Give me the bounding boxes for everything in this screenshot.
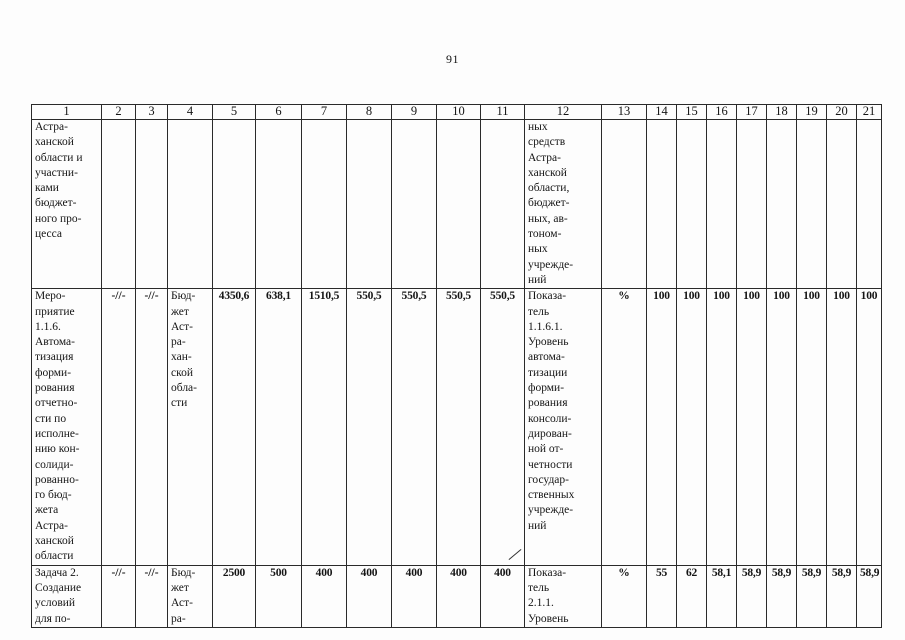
table-cell: 400 bbox=[437, 565, 481, 627]
table-cell: 1510,5 bbox=[302, 289, 347, 565]
table-cell: % bbox=[602, 289, 647, 565]
column-header: 10 bbox=[437, 105, 481, 120]
table-cell: Бюд- жет Аст- ра- хан- ской обла- сти bbox=[168, 289, 213, 565]
table-cell: 100 bbox=[707, 289, 737, 565]
column-header: 21 bbox=[857, 105, 882, 120]
table-cell bbox=[797, 120, 827, 289]
column-header: 18 bbox=[767, 105, 797, 120]
table-cell: 400 bbox=[302, 565, 347, 627]
table-cell: -//- bbox=[136, 565, 168, 627]
table-cell: 62 bbox=[677, 565, 707, 627]
column-header: 7 bbox=[302, 105, 347, 120]
column-header: 17 bbox=[737, 105, 767, 120]
table-cell bbox=[102, 120, 136, 289]
table-cell bbox=[213, 120, 256, 289]
table-cell: 100 bbox=[857, 289, 882, 565]
table-cell: 550,5 bbox=[481, 289, 525, 565]
column-header: 2 bbox=[102, 105, 136, 120]
table-cell: 2500 bbox=[213, 565, 256, 627]
column-header: 13 bbox=[602, 105, 647, 120]
table-cell bbox=[737, 120, 767, 289]
table-cell: -//- bbox=[102, 565, 136, 627]
table-cell: 100 bbox=[797, 289, 827, 565]
table-cell bbox=[347, 120, 392, 289]
table-cell: 500 bbox=[256, 565, 302, 627]
table-cell: 638,1 bbox=[256, 289, 302, 565]
table-cell: % bbox=[602, 565, 647, 627]
column-header: 15 bbox=[677, 105, 707, 120]
table-cell: 550,5 bbox=[392, 289, 437, 565]
table-cell bbox=[256, 120, 302, 289]
table-header-row bbox=[32, 105, 882, 120]
table-cell: Меро- приятие 1.1.6. Автома- тизация форми- рования отчетно- сти по исполне- нию кон- солиди- рованно- го бюд- жета Астра- ханской области bbox=[32, 289, 102, 565]
table-cell: 400 bbox=[481, 565, 525, 627]
table-cell: -//- bbox=[102, 289, 136, 565]
table-cell: 58,9 bbox=[767, 565, 797, 627]
table-cell bbox=[827, 120, 857, 289]
table-cell: 550,5 bbox=[347, 289, 392, 565]
table-cell: 100 bbox=[737, 289, 767, 565]
column-header: 14 bbox=[647, 105, 677, 120]
column-header: 19 bbox=[797, 105, 827, 120]
table-cell bbox=[437, 120, 481, 289]
page-number: 91 bbox=[446, 52, 459, 66]
column-header: 9 bbox=[392, 105, 437, 120]
column-header: 4 bbox=[168, 105, 213, 120]
table-cell bbox=[707, 120, 737, 289]
table-cell bbox=[602, 120, 647, 289]
table-cell bbox=[302, 120, 347, 289]
table-cell: 58,9 bbox=[827, 565, 857, 627]
table-cell: Показа- тель 1.1.6.1. Уровень автома- тизации форми- рования консоли- дирован- ной от- четности государ- ственных учрежде- ний bbox=[525, 289, 602, 565]
table-cell bbox=[168, 120, 213, 289]
table-cell bbox=[767, 120, 797, 289]
table-cell: 100 bbox=[647, 289, 677, 565]
column-header: 1 bbox=[32, 105, 102, 120]
table-cell: Показа- тель 2.1.1. Уровень bbox=[525, 565, 602, 627]
table-cell: 550,5 bbox=[437, 289, 481, 565]
table-cell: 58,9 bbox=[737, 565, 767, 627]
table-cell bbox=[647, 120, 677, 289]
table-cell bbox=[136, 120, 168, 289]
table-cell: 55 bbox=[647, 565, 677, 627]
table-cell bbox=[677, 120, 707, 289]
table-cell: 58,1 bbox=[707, 565, 737, 627]
budget-table bbox=[31, 104, 882, 628]
table-cell: Бюд- жет Аст- ра- bbox=[168, 565, 213, 627]
column-header: 16 bbox=[707, 105, 737, 120]
column-header: 5 bbox=[213, 105, 256, 120]
table-cell: 400 bbox=[392, 565, 437, 627]
table-cell: ных средств Астра- ханской области, бюджет- ных, ав- тоном- ных учрежде- ний bbox=[525, 120, 602, 289]
table-cell: 100 bbox=[767, 289, 797, 565]
table-cell: 100 bbox=[827, 289, 857, 565]
table-cell: 100 bbox=[677, 289, 707, 565]
table-cell bbox=[392, 120, 437, 289]
table-cell: 58,9 bbox=[797, 565, 827, 627]
table-cell: 58,9 bbox=[857, 565, 882, 627]
table-row bbox=[32, 120, 882, 289]
table-cell bbox=[857, 120, 882, 289]
column-header: 6 bbox=[256, 105, 302, 120]
column-header: 3 bbox=[136, 105, 168, 120]
table-cell: -//- bbox=[136, 289, 168, 565]
table-cell: Астра- ханской области и участни- ками бюджет- ного про- цесса bbox=[32, 120, 102, 289]
table-row bbox=[32, 565, 882, 627]
column-header: 12 bbox=[525, 105, 602, 120]
column-header: 11 bbox=[481, 105, 525, 120]
table-cell: Задача 2. Создание условий для по- bbox=[32, 565, 102, 627]
table-cell bbox=[481, 120, 525, 289]
table-row bbox=[32, 289, 882, 565]
column-header: 8 bbox=[347, 105, 392, 120]
table-cell: 4350,6 bbox=[213, 289, 256, 565]
column-header: 20 bbox=[827, 105, 857, 120]
table-cell: 400 bbox=[347, 565, 392, 627]
